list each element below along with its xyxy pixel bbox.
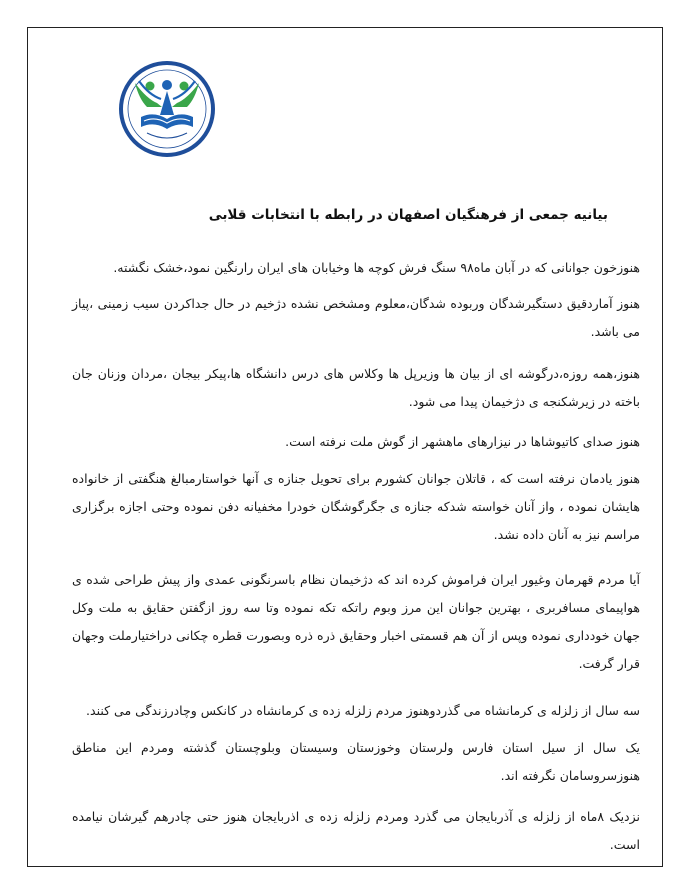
paragraph-7: سه سال از زلزله ی کرمانشاه می گذردوهنوز مردم زلزله زده ی کرمانشاه در کانکس وچادرزندگی می کنند. xyxy=(86,703,640,718)
paragraph-3: هنوز،همه روزه،درگوشه ای از بیان ها وزیرپل ها وکلاس های درس دانشگاه ها،پیکر بیجان ،مردان وزنان جان باخته در زیرشکنجه ی دژخیمان پیدا می شود. xyxy=(72,366,640,409)
paragraph-6: آیا مردم قهرمان وغیور ایران فراموش کرده اند که دژخیمان نظام باسرنگونی عمدی واز پیش طراحی شده ی هواپیمای مسافربری ، بهترین جوانان این مرز وبوم راتکه تکه نموده وتا سه روز ازگفتن حقایق به ملت وکل جهان خودداری نموده وپس از آن هم قسمتی اخبار وحقایق ذره ذره وبصورت قطره چکانی دراختیارملت وجهان قرار گرفت. xyxy=(72,572,640,671)
document-title: بیانیه جمعی از فرهنگیان اصفهان در رابطه با انتخابات قلابی xyxy=(208,207,608,223)
organization-logo xyxy=(117,59,217,159)
paragraph-1: هنوزخون جوانانی که در آبان ماه۹۸ سنگ فرش کوچه ها وخیابان های ایران رارنگین نمود،خشک نگشته. xyxy=(113,260,640,275)
paragraph-9: نزدیک ۸ماه از زلزله ی آذربایجان می گذرد ومردم زلزله زده ی اذربایجان هنوز حتی چادرهم گیرشان نیامده است. xyxy=(72,809,640,852)
paragraph-8: یک سال از سیل استان فارس ولرستان وخوزستان وسیستان وبلوچستان گذشته ومردم این مناطق هنوزسروسامان نگرفته اند. xyxy=(72,740,640,783)
paragraph-5: هنوز یادمان نرفته است که ، قاتلان جوانان کشورم برای تحویل جنازه ی آنها خواستارمبالغ هنگفتی از خانواده هایشان نموده ، واز آنان خواسته شدکه جنازه ی جگرگوشگان خودرا مخفیانه دفن نموده وحتی اجازه برگزاری مراسم نیز به آنان داده نشد. xyxy=(72,471,640,542)
paragraph-2: هنوز آماردقیق دستگیرشدگان وربوده شدگان،معلوم ومشخص نشده دژخیم در حال جداکردن سیب زمینی ،پیاز می باشد. xyxy=(72,296,640,339)
paragraph-4: هنوز صدای کاتیوشاها در نیزارهای ماهشهر از گوش ملت نرفته است. xyxy=(285,434,640,449)
